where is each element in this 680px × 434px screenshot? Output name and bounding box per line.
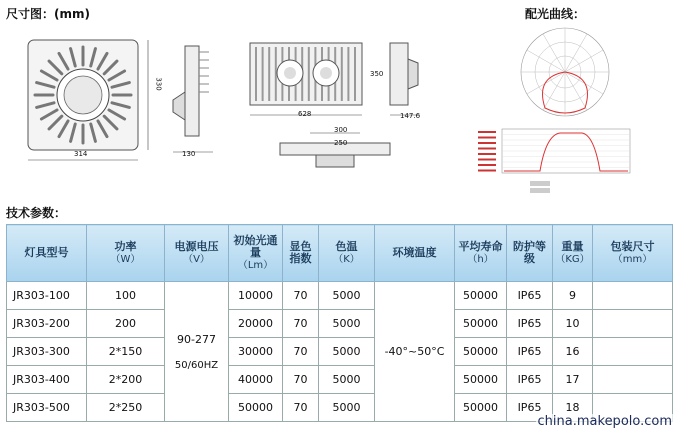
weight-cell: 9 [553,282,593,310]
side-depth-label: 130 [182,150,196,158]
top-height-label: 350 [370,70,384,78]
weight-cell: 16 [553,338,593,366]
column-header-label: 平均寿命 [458,239,503,253]
ip-cell: IP65 [507,394,553,422]
column-header-label: 包装尺寸 [610,239,655,253]
lumen-cell: 40000 [229,366,283,394]
model-cell: JR303-400 [7,366,87,394]
table-row [7,366,673,394]
light-curve-heading: 配光曲线： [525,7,586,21]
dimensions-heading: 尺寸图：(mm) [6,7,90,21]
column-header-unit: （KG） [555,253,590,265]
ip-cell: IP65 [507,338,553,366]
table-row [7,310,673,338]
lumen-cell: 50000 [229,394,283,422]
power-cell: 100 [87,282,165,310]
life-cell: 50000 [455,338,507,366]
pack-size-cell [593,366,673,394]
column-header-unit: （V） [183,253,210,265]
column-header [455,225,507,282]
life-cell: 50000 [455,282,507,310]
column-header [319,225,375,282]
cri-cell: 70 [283,338,319,366]
table-row [7,282,673,310]
column-header-label: 色温 [335,239,358,253]
ambient-temp-cell: -40°~50°C [375,282,455,422]
ip-cell: IP65 [507,310,553,338]
table-row [7,338,673,366]
ip-cell: IP65 [507,366,553,394]
column-header [87,225,165,282]
model-cell: JR303-500 [7,394,87,422]
front-height-label: 330 [154,77,163,91]
column-header-label: 环境温度 [392,246,437,259]
voltage-cell [165,282,229,422]
pack-size-cell [593,310,673,338]
column-header-label: 初始光通量 [233,233,278,259]
frequency-value: 50/60HZ [174,359,219,371]
cct-cell: 5000 [319,338,375,366]
column-header [593,225,673,282]
cri-cell: 70 [283,282,319,310]
cct-cell: 5000 [319,282,375,310]
polar-distribution-chart [515,22,615,122]
lumen-cell: 10000 [229,282,283,310]
cri-cell: 70 [283,310,319,338]
spec-table [6,224,673,422]
column-header-unit: （mm） [612,253,653,265]
cct-cell: 5000 [319,310,375,338]
life-cell: 50000 [455,310,507,338]
column-header [229,225,283,282]
column-header-unit: （h） [467,253,494,265]
cri-cell: 70 [283,394,319,422]
bottom-width-label: 300 [334,126,348,134]
life-cell: 50000 [455,394,507,422]
column-header [553,225,593,282]
top-width-label: 628 [298,110,312,118]
column-header [283,225,319,282]
column-header-unit: （W） [110,253,141,265]
column-header-label: 重量 [561,239,584,253]
power-cell: 200 [87,310,165,338]
table-header-row [7,225,673,282]
column-header [165,225,229,282]
column-header-label: 防护等级 [513,240,546,265]
cct-cell: 5000 [319,366,375,394]
voltage-value: 90-277 [177,332,216,346]
column-header [7,225,87,282]
front-view-drawing [10,30,170,170]
watermark: china.makepolo.com [537,414,672,429]
column-header-label: 功率 [114,239,137,253]
cct-cell: 5000 [319,394,375,422]
column-header-unit: （K） [333,253,360,265]
column-header-unit: （Lm） [237,259,274,271]
weight-cell: 10 [553,310,593,338]
model-cell: JR303-200 [7,310,87,338]
weight-cell: 18 [553,394,593,422]
front-width-label: 314 [74,150,88,158]
column-header [375,225,455,282]
power-cell: 2*200 [87,366,165,394]
ip-cell: IP65 [507,282,553,310]
lumen-cell: 30000 [229,338,283,366]
pack-size-cell [593,282,673,310]
top-depth-label: 147.6 [400,112,421,120]
bottom-height-label: 250 [334,139,348,147]
column-header-label: 灯具型号 [24,246,69,259]
tech-params-heading: 技术参数： [6,206,67,220]
cri-cell: 70 [283,366,319,394]
power-cell: 2*150 [87,338,165,366]
column-header-label: 显色指数 [289,240,312,265]
power-cell: 2*250 [87,394,165,422]
life-cell: 50000 [455,366,507,394]
model-cell: JR303-300 [7,338,87,366]
linear-distribution-chart [470,125,635,200]
model-cell: JR303-100 [7,282,87,310]
column-header-label: 电源电压 [174,239,219,253]
column-header [507,225,553,282]
pack-size-cell [593,338,673,366]
lumen-cell: 20000 [229,310,283,338]
weight-cell: 17 [553,366,593,394]
